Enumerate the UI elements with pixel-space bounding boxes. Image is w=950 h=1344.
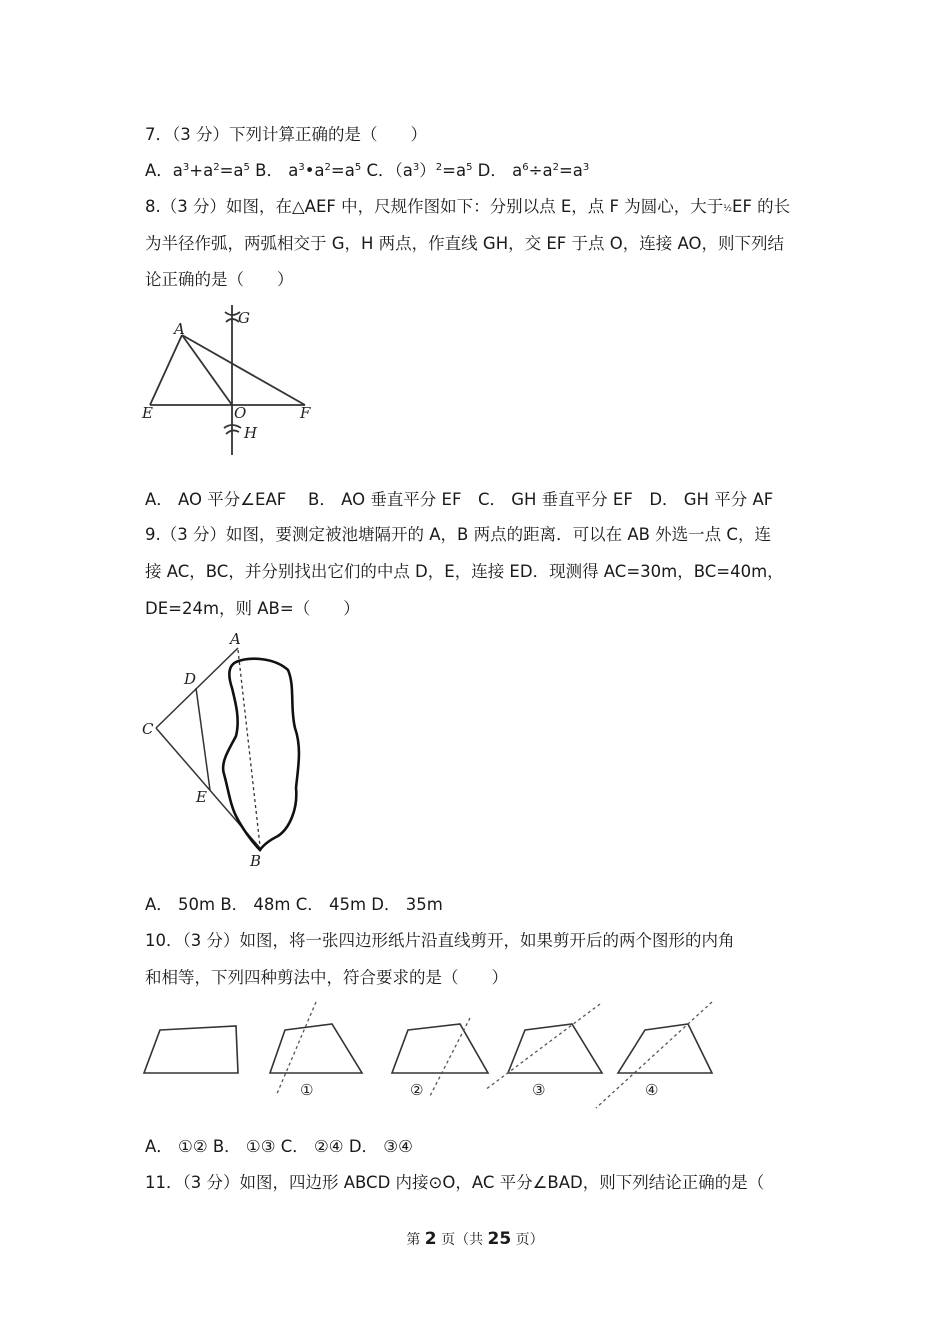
label-g: G	[238, 309, 250, 327]
segment-de	[196, 688, 210, 790]
quad-cut-2	[392, 1024, 488, 1073]
q8-line3: 论正确的是（ ）	[145, 270, 294, 289]
q7-stem: 7．（3 分）下列计算正确的是（ ）	[145, 125, 427, 144]
cut-line-3	[485, 1004, 600, 1090]
q8-line1: 8.（3 分）如图，在△AEF 中，尺规作图如下：分别以点 E，点 F 为圆心，大于½EF 的长	[145, 197, 791, 216]
segment-ab-dashed	[238, 650, 260, 846]
label-4: ④	[645, 1081, 659, 1099]
q9-figure	[140, 628, 320, 873]
label-2: ②	[410, 1081, 424, 1099]
quad-cut-3	[508, 1024, 602, 1073]
label-d: D	[184, 670, 197, 688]
segment-ea	[150, 335, 182, 405]
q11-line1: 11．（3 分）如图，四边形 ABCD 内接⊙O，AC 平分∠BAD，则下列结论正确的是（	[145, 1173, 765, 1192]
q8-line2: 为半径作弧，两弧相交于 G，H 两点，作直线 GH，交 EF 于点 O，连接 AO，则下列结	[145, 234, 784, 253]
label-f: F	[300, 404, 311, 422]
q10-line2: 和相等，下列四种剪法中，符合要求的是（ ）	[145, 968, 508, 987]
label-a: A	[174, 320, 185, 338]
segment-ca	[156, 648, 238, 728]
q8-figure	[140, 300, 350, 460]
page-footer: 第 2 页（共 25 页）	[406, 1229, 544, 1249]
q10-line1: 10．（3 分）如图，将一张四边形纸片沿直线剪开，如果剪开后的两个图形的内角	[145, 931, 735, 950]
q7-options: A．$a^3+a^2=a^5$ B． $a^3•a^2=a^5$ C．$(a^3)^2=a^5$ D． $a^6\div a^2=a^3$	[145, 161, 590, 180]
q10-figure	[140, 998, 720, 1113]
q9-line1: 9.（3 分）如图，要测定被池塘隔开的 A，B 两点的距离．可以在 AB 外选一点 C，连	[145, 525, 771, 544]
q9-line2: 接 AC，BC，并分别找出它们的中点 D，E，连接 ED．现测得 AC=30m，BC=40m，	[145, 562, 784, 581]
label-3: ③	[532, 1081, 546, 1099]
label-e: E	[196, 788, 207, 806]
segment-af	[182, 335, 305, 405]
segment-ao	[182, 335, 232, 405]
label-h: H	[244, 424, 258, 442]
q10-options: A． ①② B． ①③ C． ②④ D． ③④	[145, 1137, 413, 1156]
label-e: E	[142, 404, 153, 422]
label-o: O	[234, 404, 247, 422]
label-c: C	[142, 720, 154, 738]
q9-line3: DE=24m，则 AB=（ ）	[145, 599, 360, 618]
quad-original	[144, 1026, 238, 1073]
q8-options: A． AO 平分∠EAF B． AO 垂直平分 EF C． GH 垂直平分 EF D． GH 平分 AF	[145, 490, 774, 509]
quad-cut-4	[618, 1024, 712, 1073]
label-a: A	[230, 630, 241, 648]
pond-outline	[223, 659, 299, 850]
cut-line-2	[430, 1018, 470, 1096]
quad-cut-1	[270, 1024, 362, 1073]
q9-options: A． 50m B． 48m C． 45m D． 35m	[145, 895, 443, 914]
label-1: ①	[300, 1081, 314, 1099]
label-b: B	[250, 852, 262, 870]
